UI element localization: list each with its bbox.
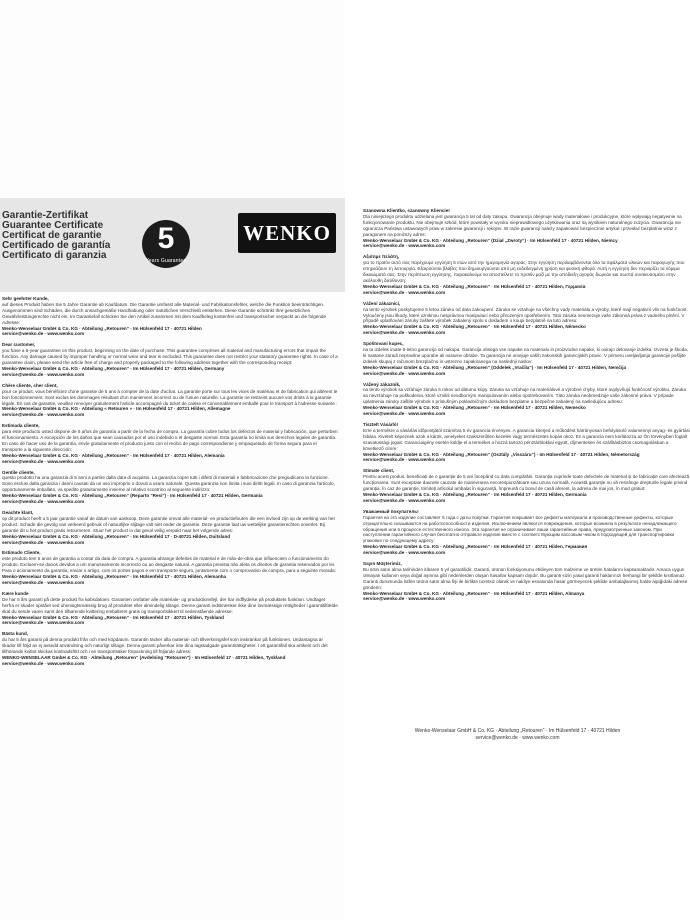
block-address: Wenko-Wenselaar GmbH & Co. KG · Abteilung „Retouren“ (Oddelek „Vračila“) · Im Hülsenfeld 17 · 40721 Hilden, Nemčija (363, 364, 627, 370)
block-text: Pentru acest produs, beneficiați de o garanție de 5 ani începând cu data cumpărării. Garanția cuprinde toate defectele de material și de fabricație care afectează funcționarea. Sunt exceptate daunele cauzate de manevrarea necorespunzătoare sau uzura normală. Această garanție nu vă restrânge drepturile legale privind garanția. În caz de garanție, trimiteți articolul ambalat în siguranță, împreună cu bonul de casă aferent, la adresa de mai jos, în mod gratuit: (363, 474, 690, 492)
block-address: Wenko-Wenselaar GmbH & Co. KG · Abteilung „Retouren“ · Im Hülsenfeld 17 · 40721 Hilden, Nemecko (363, 405, 586, 411)
language-block (2, 550, 338, 585)
block-address: Wenko-Wenselaar GmbH & Co. KG · Abteilung „Retouren“ (Reparto "Resi") · Im Hülsenfeld 17 · 40721 Hilden, Germania (2, 493, 263, 499)
language-block (2, 296, 338, 337)
block-text: na tento výrobek poskytujeme 5 letou záruku od data zakoupení. Záruka se vztahuje na všechny vady materiálu a výroby, které mají negativní vliv na funkčnost. Vyloučeny jsou škody, které vzniknou nesprávnou manipulací nebo přirozeným opotřebením. Tato záruka neomezuje vaše zákonná práva z vadného plnění. V případě uplatňování záruky zašlete výrobek zabalený spolu s dokladem o koupi bezplatně na tuto adresu: (363, 306, 688, 324)
block-text: du har 5 års garanti på denna produkt från och med köpdatum. Garantin täcker alla material- och tillverkningsfel som inskränkar på funktionen. Undantagna är skador till följd av ej avsedd användning och naturligt slitage. Denna garanti påverkar inte dina lagstadgade garantirättigheter. I ett garantifall ska artikeln och det tillhörande kvittot skickas kostnadsfritt och i en transportsäker förpackning till följande adress: (2, 637, 328, 655)
block-contact: service@wenko.de · www.wenko.com (2, 579, 85, 585)
language-block (2, 470, 338, 505)
block-heading: Αξιότιμε πελάτη, (363, 254, 400, 260)
block-text: για το προϊόν αυτό σας παρέχουμε εγγύηση 5 ετών από την ημερομηνία αγοράς. Στην εγγύηση περιλαμβάνονται όλα τα σφάλματα υλικών και παραγωγής που επηρεάζουν τη λειτουργία. Εξαιρούνται βλάβες που δημιουργούνται από μη ενδεδειγμένη χρήση και φυσική φθορά. Αυτή η εγγύηση δεν περιορίζει τα νόμιμα δικαιώματά σας. Στην περίπτωση εγγύησης, παρακαλούμε να αποστείλετε το προϊόν μαζί με την απόδειξη αγοράς δωρεάν και σωστά συσκευασμένο στην ακόλουθη διεύθυνση: (363, 260, 685, 283)
footer-address (345, 728, 690, 742)
block-heading: Sayın Müşterimiz, (363, 561, 402, 567)
block-text: para este producto usted dispone de 5 años de garantía a partir de la fecha de compra. La garantía cubre todos los defectos de material y fabricación, que perturben el funcionamiento. A excepción de los daños que sean causados por el uso indebido o el desgaste normal. Esta garantía no limita sus derechos legales de garantía. En caso de hacer uso de la garantía, envíe gratuitamente el producto junto con el recibo de pago correspondiente y empaquetado de forma segura para el transporte a la siguiente dirección: (2, 429, 338, 452)
block-contact: service@wenko.de · www.wenko.com (363, 497, 446, 503)
block-heading: Sehr geehrter Kunde, (2, 296, 49, 301)
block-address: Wenko-Wenselaar GmbH & Co. KG · Abteilung „Retouren“ (Dział „Zwroty“) · Im Hülsenfeld 17 · 40721 Hilden, Niemcy (363, 237, 618, 243)
block-address: Wenko-Wenselaar GmbH & Co. KG · Abteilung „Retouren“ · Im Hülsenfeld 17 · 40721 Hilden, Tyskland (2, 614, 224, 620)
block-heading: Vážení zákazníci, (363, 300, 401, 306)
language-block (363, 561, 690, 602)
block-contact: service@wenko.de · www.wenko.com (2, 539, 85, 545)
title-spanish: Certificado de garantía (2, 240, 111, 251)
block-address: Wenko-Wenselaar GmbH & Co. KG · Abteilung „Retouren“ · Im Hülsenfeld 17 · 40721 Hilden, Německo (363, 324, 586, 330)
language-block (363, 254, 690, 295)
block-text: este produto tem 5 anos de garantia a contar da data de compra. A garantia abrange defeitos de material e de mão-de-obra que influenciem o funcionamento do produto. Excluem-se danos devidos a um manuseamento incorrecto ou ao desgaste natural. A garantia prevista não afeta os direitos de garantia reservados por lei. Para o acionamento da garantia, enviar o artigo, com os portes pagos e em transporte seguro, juntamente com o comprovativo de compra, para a seguinte morada: (2, 556, 336, 574)
block-contact: service@wenko.de · www.wenko.com (2, 660, 85, 666)
block-address: Wenko-Wenselaar GmbH & Co. KG · Abteilung „Retouren“ · Im Hülsenfeld 17 · 40721 Hilden, Германия (363, 544, 588, 550)
block-contact: service@wenko.de · www.wenko.com (2, 412, 85, 418)
block-contact: service@wenko.de · www.wenko.com (363, 289, 446, 295)
block-address: Wenko-Wenselaar GmbH & Co. KG · Abteilung „Retouren“ · Im Hülsenfeld 17 · 40721 Hilden, Alemania (2, 452, 225, 458)
block-contact: service@wenko.de · www.wenko.com (363, 370, 446, 376)
block-text: Erre a termékre a vásárlás időpontjától számítva 5 év garancia érvényes. A garancia kiterjed a működést hátrányosan befolyásoló valamennyi anyag- és gyártási hibára. Kivételt képeznek azok a károk, amelyeket szakszerűtlen kezelés vagy természetes kopás okoz. Ez a garancia nem korlátozza az Ön törvényben foglalt szavatossági jogait. Garanciaigény esetén küldje el a terméket a hozzá tartozó pénztárblokkal együtt, díjmentesen és szállításbiztos csomagolásban a következő címre: (363, 427, 690, 451)
block-address: Wenko-Wenselaar GmbH & Co. KG · Abteilung „Retouren“ · Im Hülsenfeld 17 · 40721 Hilden, Almanya (363, 590, 585, 596)
block-text: op dit product heeft u 5 jaar garantie vanaf de datum van aankoop. Deze garantie omvat alle material- en productiefouten die een invloed zijn op de werking van het product. Schade die gevolg van verkeerd gebruik of natuurlijke slijtage valt niet onder de garantie. Deze garantie laat uw wettelijke garantierechten onverlet. Bij garantie dit u het product gratis retourneren. Stuur het product in dat geval veilig verpakt naar het volgende adres: (2, 515, 335, 533)
block-address: Wenko-Wenselaar GmbH & Co. KG · Abteilung „Retouren“ · Im Hülsenfeld 17 · D-40721 Hilden, Duitsland (2, 533, 231, 539)
block-heading: Szanowna Klientko, szanowny Kliencie! (363, 208, 450, 213)
guarantee-badge (142, 220, 190, 268)
block-heading: Vážený zákazník, (363, 381, 401, 387)
block-address: Wenko-Wenselaar GmbH & Co. KG · Abteilung „Retouren“ (Osztály „Visszáru“) · Im Hülsenfeld 17 · 40721 Hilden, Németország (363, 451, 640, 457)
block-address: Wenko-Wenselaar GmbH & Co. KG · Abteilung „Retouren“ · Im Hülsenfeld 17 · 40721 Hilden, Alemanha (2, 574, 227, 580)
block-text: De har 5 års garanti på dette produkt fra købsdatoen. Garantien omfatter alle materiale- og produktionsfejl, der har indflydelse på produktets funktion. Undtaget herfra er skader opstået ved uhensigtsmæssig brug af produktet eller almindelig slitage. Denne garanti indskrænker ikke dine lovmæssige rettigheder i garantitilfælde skal du sende varen samt den tilhørende kvittering emballeret gratis og transportsikkert til nedenstående adresse: (2, 596, 338, 614)
footer-line-2: service@wenko.de · www.wenko.com (475, 735, 560, 741)
block-contact: service@wenko.de · www.wenko.com (2, 371, 85, 377)
block-contact: service@wenko.de · www.wenko.com (2, 620, 85, 626)
block-heading: Уважаемый покупатель! (363, 508, 419, 514)
language-block (2, 510, 338, 545)
block-heading: Estimado Cliente, (2, 550, 41, 556)
block-text: questo prodotto ha una garanzia di 5 anni a partire dalla data di acquisto. La garanzia copre tutti i difetti di materiali e fabbricazione che pregiudicano la funzione. Sono esclusi dalla garanzia i danni causati da un uso improprio o dovuti a usura naturale. Questa garanzia non limita i suoi diritti legali. In caso di garanzia l'articolo, opportunamente imballato, va spedito gratuitamente insieme al relativo scontrino al seguente indirizzo: (2, 475, 335, 493)
right-entries-list (363, 208, 690, 607)
language-block (363, 468, 690, 503)
block-address: Wenko-Wenselaar GmbH & Co. KG · Abteilung „Retouren“ · Im Hülsenfeld 17 · 40721 Hilden (2, 325, 202, 331)
block-heading: Stimate client, (363, 468, 395, 474)
title-italian: Certificato di garanzia (2, 250, 107, 261)
title-german: Garantie-Zertifikat (2, 210, 89, 221)
block-contact: service@wenko.de · www.wenko.com (363, 330, 446, 336)
language-block (2, 342, 338, 377)
block-text: na ta izdelek imate 5-letno garancijo od nakupa. Garancija obsega vse napake na materialu in proizvodne napake, ki ovirajo delovanje izdelka. Izvzeta je škoda, ki nastane zaradi nepravilne uporabe ali naravne obrabe. Ta garancija ne omejuje vaših zakonskih garancijskih pravic. V primeru uveljavljanja garancije pošljite izdelek skupaj z računom brezplačno in ustrezno zapakiranega na naslednji naslov: (363, 347, 689, 364)
title-english: Guarantee Certificate (2, 220, 104, 231)
language-block (363, 208, 690, 249)
block-heading: Chère cliente, cher client, (2, 382, 58, 388)
badge-number: 5 (157, 222, 175, 255)
block-address: Wenko-Wenselaar GmbH & Co. KG · Abteilung „Retouren“ · Im Hülsenfeld 17 · 40721 Hilden, Germany (2, 365, 225, 371)
language-block (2, 383, 338, 418)
language-block (363, 301, 690, 336)
wenko-logo (238, 213, 336, 253)
block-heading: Kære kunde (2, 590, 29, 596)
block-contact: service@wenko.de · www.wenko.com (363, 243, 446, 249)
language-block (2, 591, 338, 626)
block-contact: service@wenko.de · www.wenko.com (2, 499, 85, 505)
block-text: Dla niniejszego produktu udzielana jest gwarancja 5 lat od daty zakupu. Gwarancja obejmuje wady materiałowe i produkcyjne, które wpływają negatywnie na funkcjonowanie produktu. Nie obejmuje szkód, które powstały w wyniku nieprawidłowego użytkowania oraz są wynikiem naturalnego zużycia. Gwarancja nie ogranicza Państwa ustawowych praw w zakresie gwarancji i rękojmi. W razie gwarancji należy zapakować bezpiecznie artykuł i przesłać bezpłatnie wraz z paragonem na poniższy adres: (363, 213, 682, 237)
badge-caption: Years Guarantee (145, 258, 187, 264)
block-text: pour ce produit, vous bénéficiez d'une garantie de 5 ans à compter de la date d'achat. La garantie porte sur tous les vices de matériau et de fabrication qui altèrent le bon fonctionnement. Sont exclus les dommages résultant d'un maniement incorrect ou de l'usure naturelle. La garantie ne restreint aucune vos droits à la garantie légale. En cas de garantie, veuillez renvoyer gratuitement l'article accompagné du ticket de caisse et convenablement emballé pour le transport à l'adresse suivante : (2, 388, 338, 406)
block-address: Wenko-Wenselaar GmbH & Co. KG · Abteilung „Retouren“ · Im Hülsenfeld 17 · 40721 Hilden, Γερμανία (363, 283, 586, 289)
language-block (363, 341, 690, 376)
logo-text: WENKO (243, 221, 331, 245)
block-address: WENKO-WENSELAAR GmbH & Co. KG · Abteilung „Retouren“ (Avdelning "Retouren") · Im Hülsenfeld 17 · 40721 Hilden, Tyskland (2, 654, 286, 660)
block-heading: Geachte klant, (2, 510, 34, 515)
block-text: na tento výrobok sa vzťahuje záruka 5 rokov od dátumu kúpy. Záruka sa vzťahuje na materiálové a výrobné chyby, ktoré ovplyvňujú funkčnosť výrobku. Záruka sa nevzťahuje na poškodenia, ktoré vznikli neodborným manipulovaním alebo opotrebovaním. Táto záruka neobmedzuje vaše zákonné práva. V prípade uplatnenia záruky zašlite výrobok s príslušným pokladničným dokladom bezplatne a bezpečne zabalený na nasledujúcu adresu: (363, 387, 686, 405)
block-heading: Spoštovani kupec, (363, 341, 404, 347)
block-heading: Estimada cliente, (2, 423, 40, 429)
block-text: auf dieses Produkt haben Sie 5 Jahre Garantie ab Kaufdatum. Die Garantie umfasst alle Material- und Fabrikationsfehler, welche die Funktion beeinträchtigen. Ausgenommen sind Schäden, die durch unsachgemäße Handhabung oder natürlichen Verschleiß entstehen. Diese Garantie schränkt Ihre gesetzlichen Gewährleistungsrechte nicht ein. Im Garantiefall schicken Sie den Artikel zusammen mit dem Kaufbeleg kostenfrei und transportsicher verpackt an die folgende Adresse: (2, 301, 327, 325)
language-block (363, 422, 690, 463)
block-text: Гарантия на это изделие составляет 5 года с даты покупки. Гарантия покрывает все дефекты материала и производственные дефекты, которые отрицательно сказываются на работоспособности изделия. Исключением являются повреждения, которые возникли в результате ненадлежащего обращения или в процессе естественного износа. Эта гарантия не ограничивает ваши гарантийные права, предусмотренные законом. При наступлении гарантийного случая бесплатно отправьте изделие вместе с соответствующим кассовым чеком в подходящей для транспортировки упаковке по следующему адресу: (363, 514, 677, 544)
block-heading: Tisztelt Vásárló! (363, 422, 399, 427)
language-block (363, 509, 690, 556)
language-block (363, 382, 690, 417)
block-contact: service@wenko.de · www.wenko.com (363, 550, 446, 556)
block-contact: service@wenko.de · www.wenko.com (363, 411, 446, 417)
left-entries-list (2, 296, 338, 672)
language-block (2, 631, 338, 666)
block-contact: service@wenko.de · www.wenko.com (2, 458, 85, 464)
block-heading: Gentile cliente, (2, 469, 35, 475)
block-text: you have a 5-year guarantee on this product, beginning on the date of purchase. This guarantee comprises all material and manufacturing errors that impair the function. Any damage caused by improper handling or normal wear and tear is excluded. This guarantee does not restrict your statutory guarantee rights. In case of a guarantee claim, please send the article free of charge and properly packaged to the following address together with the corresponding receipt: (2, 348, 338, 366)
right-page (345, 0, 690, 920)
block-contact: service@wenko.de · www.wenko.com (363, 457, 446, 463)
language-block (2, 423, 338, 464)
block-address: Wenko-Wenselaar GmbH & Co. KG · Abteilung « Retouren » · Im Hülsenfeld 17 · 40721 Hilden, Allemagne (2, 406, 231, 412)
block-heading: Dear customer, (2, 342, 36, 348)
block-address: Wenko-Wenselaar GmbH & Co. KG · Abteilung „Retouren“ · Im Hülsenfeld 17 · 40721 Hilden, Germania (363, 491, 587, 497)
certificate-titles (2, 211, 142, 261)
block-contact: service@wenko.de · www.wenko.com (363, 596, 446, 602)
block-heading: Bästa kund, (2, 631, 29, 637)
block-text: Bu ürün satın alma tarihinden itibaren 5 yıl garantilidir. Garanti, ürünün fonksiyonunu etkileyen tüm malzeme ve üretim hatalarını kapsamaktadır. Amaca uygun olmayan kullanım veya doğal aşınma gibi nedenlerden oluşan hasarlar kapsam dışıdır. Bu garanti sizin yasal garanti haklarınızı herhangi bir şekilde kısıtlamaz. Garanti durumunda lütfen ürünü satın alma fişi ile birlikte ücretsiz olarak ve nakliye esnasında hasar görmeyecek şekilde ambalajlanmış halde aşağıdaki adrese gönderin: (363, 566, 688, 590)
title-french: Certificat de garantie (2, 230, 102, 241)
footer-line-1: Wenko-Wenselaar GmbH & Co. KG · Abteilung „Retouren“ · Im Hülsenfeld 17 · 40721 Hilden (414, 728, 621, 734)
block-contact: service@wenko.de · www.wenko.com (2, 331, 85, 337)
